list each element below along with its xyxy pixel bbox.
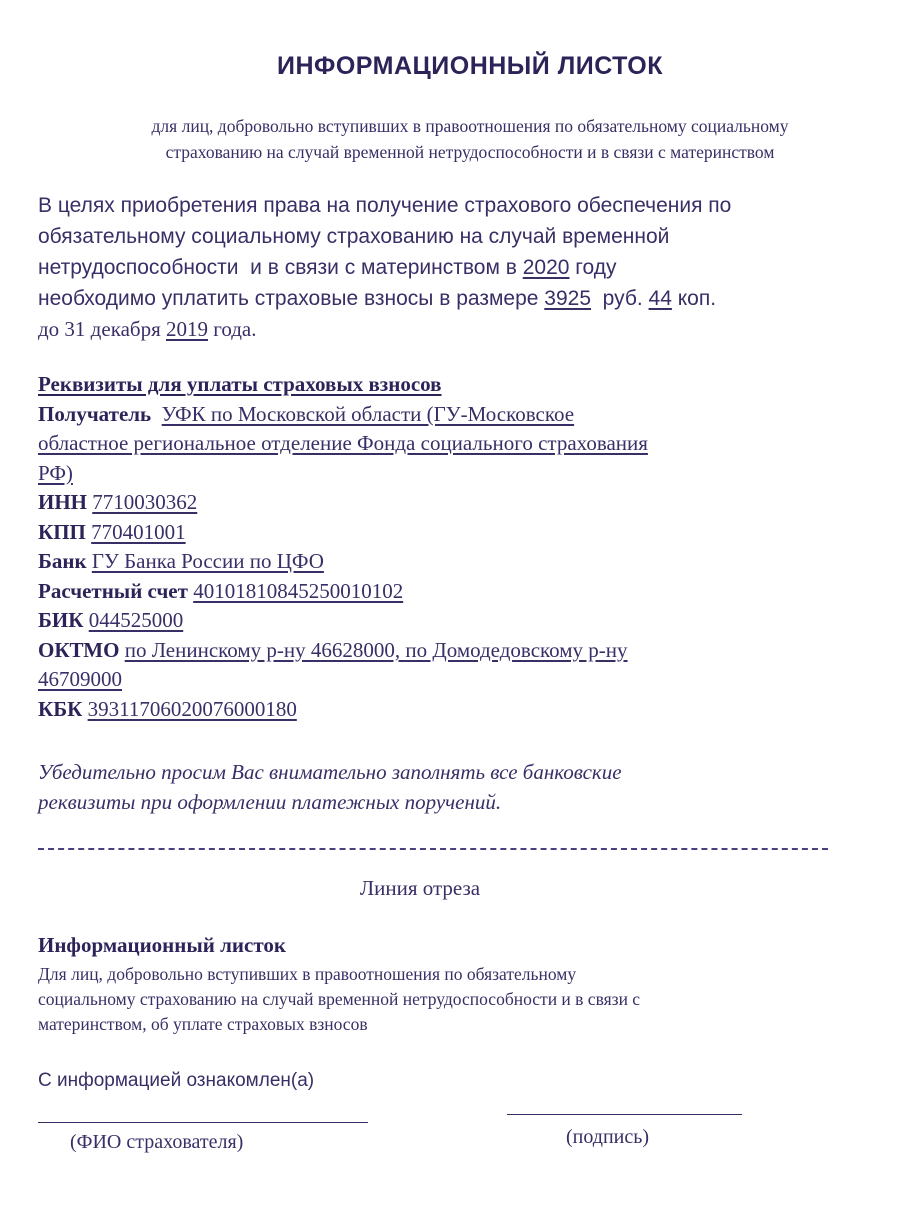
kpp-value: 770401001 (91, 519, 186, 544)
name-line (38, 1122, 368, 1123)
intro-text: необходимо уплатить страховые взносы в размере (38, 287, 545, 310)
intro-line: В целях приобретения права на получение страхового обеспечения по (38, 194, 732, 217)
inn-label: ИНН (38, 490, 88, 514)
kbk-row (38, 695, 818, 725)
intro-text: года. (208, 317, 257, 341)
bik-label: БИК (38, 608, 84, 632)
kbk-value: 39311706020076000180 (87, 696, 297, 721)
stub-line: материнством, об уплате страховых взносов (38, 1014, 368, 1034)
subtitle (40, 113, 900, 165)
oktmo-row (38, 665, 818, 695)
recipient-row (38, 429, 818, 459)
rub-label: руб. (591, 287, 649, 310)
inn-row (38, 488, 818, 518)
kop-label: коп. (671, 287, 717, 310)
subtitle-line: для лиц, добровольно вступивших в правоотношения по обязательному социальному (151, 116, 789, 136)
intro-line (38, 283, 868, 314)
oktmo-value: по Ленинскому р-ну 46628000, по Домодедовскому р-ну (124, 637, 628, 662)
account-value: 40101810845250010102 (193, 578, 404, 603)
intro-line: обязательному социальному страхованию на случай временной (38, 225, 670, 248)
recipient-row (38, 400, 818, 430)
recipient-label: Получатель (38, 401, 152, 426)
notice-line: реквизиты при оформлении платежных поручений. (38, 790, 502, 814)
requisites-header: Реквизиты для уплаты страховых взносов (38, 372, 442, 396)
page-title: ИНФОРМАЦИОННЫЙ ЛИСТОК (276, 52, 663, 80)
account-row (38, 577, 818, 607)
kpp-row (38, 518, 818, 548)
bik-value: 044525000 (88, 608, 184, 632)
stub-line: социальному страхованию на случай временной нетрудоспособности и в связи с (38, 989, 641, 1009)
intro-line (38, 252, 868, 283)
oktmo-row (38, 636, 818, 666)
bank-value: ГУ Банка России по ЦФО (91, 549, 324, 573)
amount-rubles: 3925 (544, 287, 591, 310)
notice (38, 757, 818, 817)
kbk-label: КБК (38, 696, 83, 721)
inn-value: 7710030362 (92, 490, 198, 514)
recipient-row (38, 459, 818, 489)
intro-text: до 31 декабря (38, 317, 166, 341)
recipient-value: РФ) (38, 460, 73, 485)
oktmo-value: 46709000 (38, 667, 122, 691)
recipient-value: областное региональное отделение Фонда социального страхования (38, 431, 648, 455)
stub-line: Для лиц, добровольно вступивших в правоотношения по обязательному (38, 964, 577, 984)
stub-title: Информационный листок (38, 933, 286, 957)
account-label: Расчетный счет (38, 578, 188, 603)
notice-line: Убедительно просим Вас внимательно заполнять все банковские (38, 760, 622, 784)
acknowledgement: С информацией ознакомлен(а) (38, 1070, 315, 1091)
cut-line (38, 848, 828, 850)
payment-requisites (38, 370, 818, 724)
signature-label: (подпись) (566, 1126, 650, 1148)
stub-text (38, 962, 798, 1037)
deadline-year: 2019 (166, 317, 208, 341)
intro-text: нетрудоспособности и в связи с материнством в (38, 256, 523, 279)
kpp-label: КПП (38, 519, 86, 544)
bank-row (38, 547, 818, 577)
intro-line (38, 314, 868, 345)
oktmo-label: ОКТМО (38, 637, 120, 662)
name-label: (ФИО страхователя) (70, 1131, 244, 1153)
bik-row (38, 606, 818, 636)
amount-kopecks: 44 (648, 287, 672, 310)
cut-line-label: Линия отреза (359, 876, 481, 900)
subtitle-line: страхованию на случай временной нетрудоспособности и в связи с материнством (165, 142, 775, 162)
bank-label: Банк (38, 549, 87, 573)
recipient-value: УФК по Московской области (ГУ-Московское (161, 401, 575, 426)
signature-line (507, 1114, 742, 1115)
intro-text: году (569, 256, 617, 279)
intro-paragraph (38, 190, 868, 345)
benefit-year: 2020 (522, 256, 570, 279)
